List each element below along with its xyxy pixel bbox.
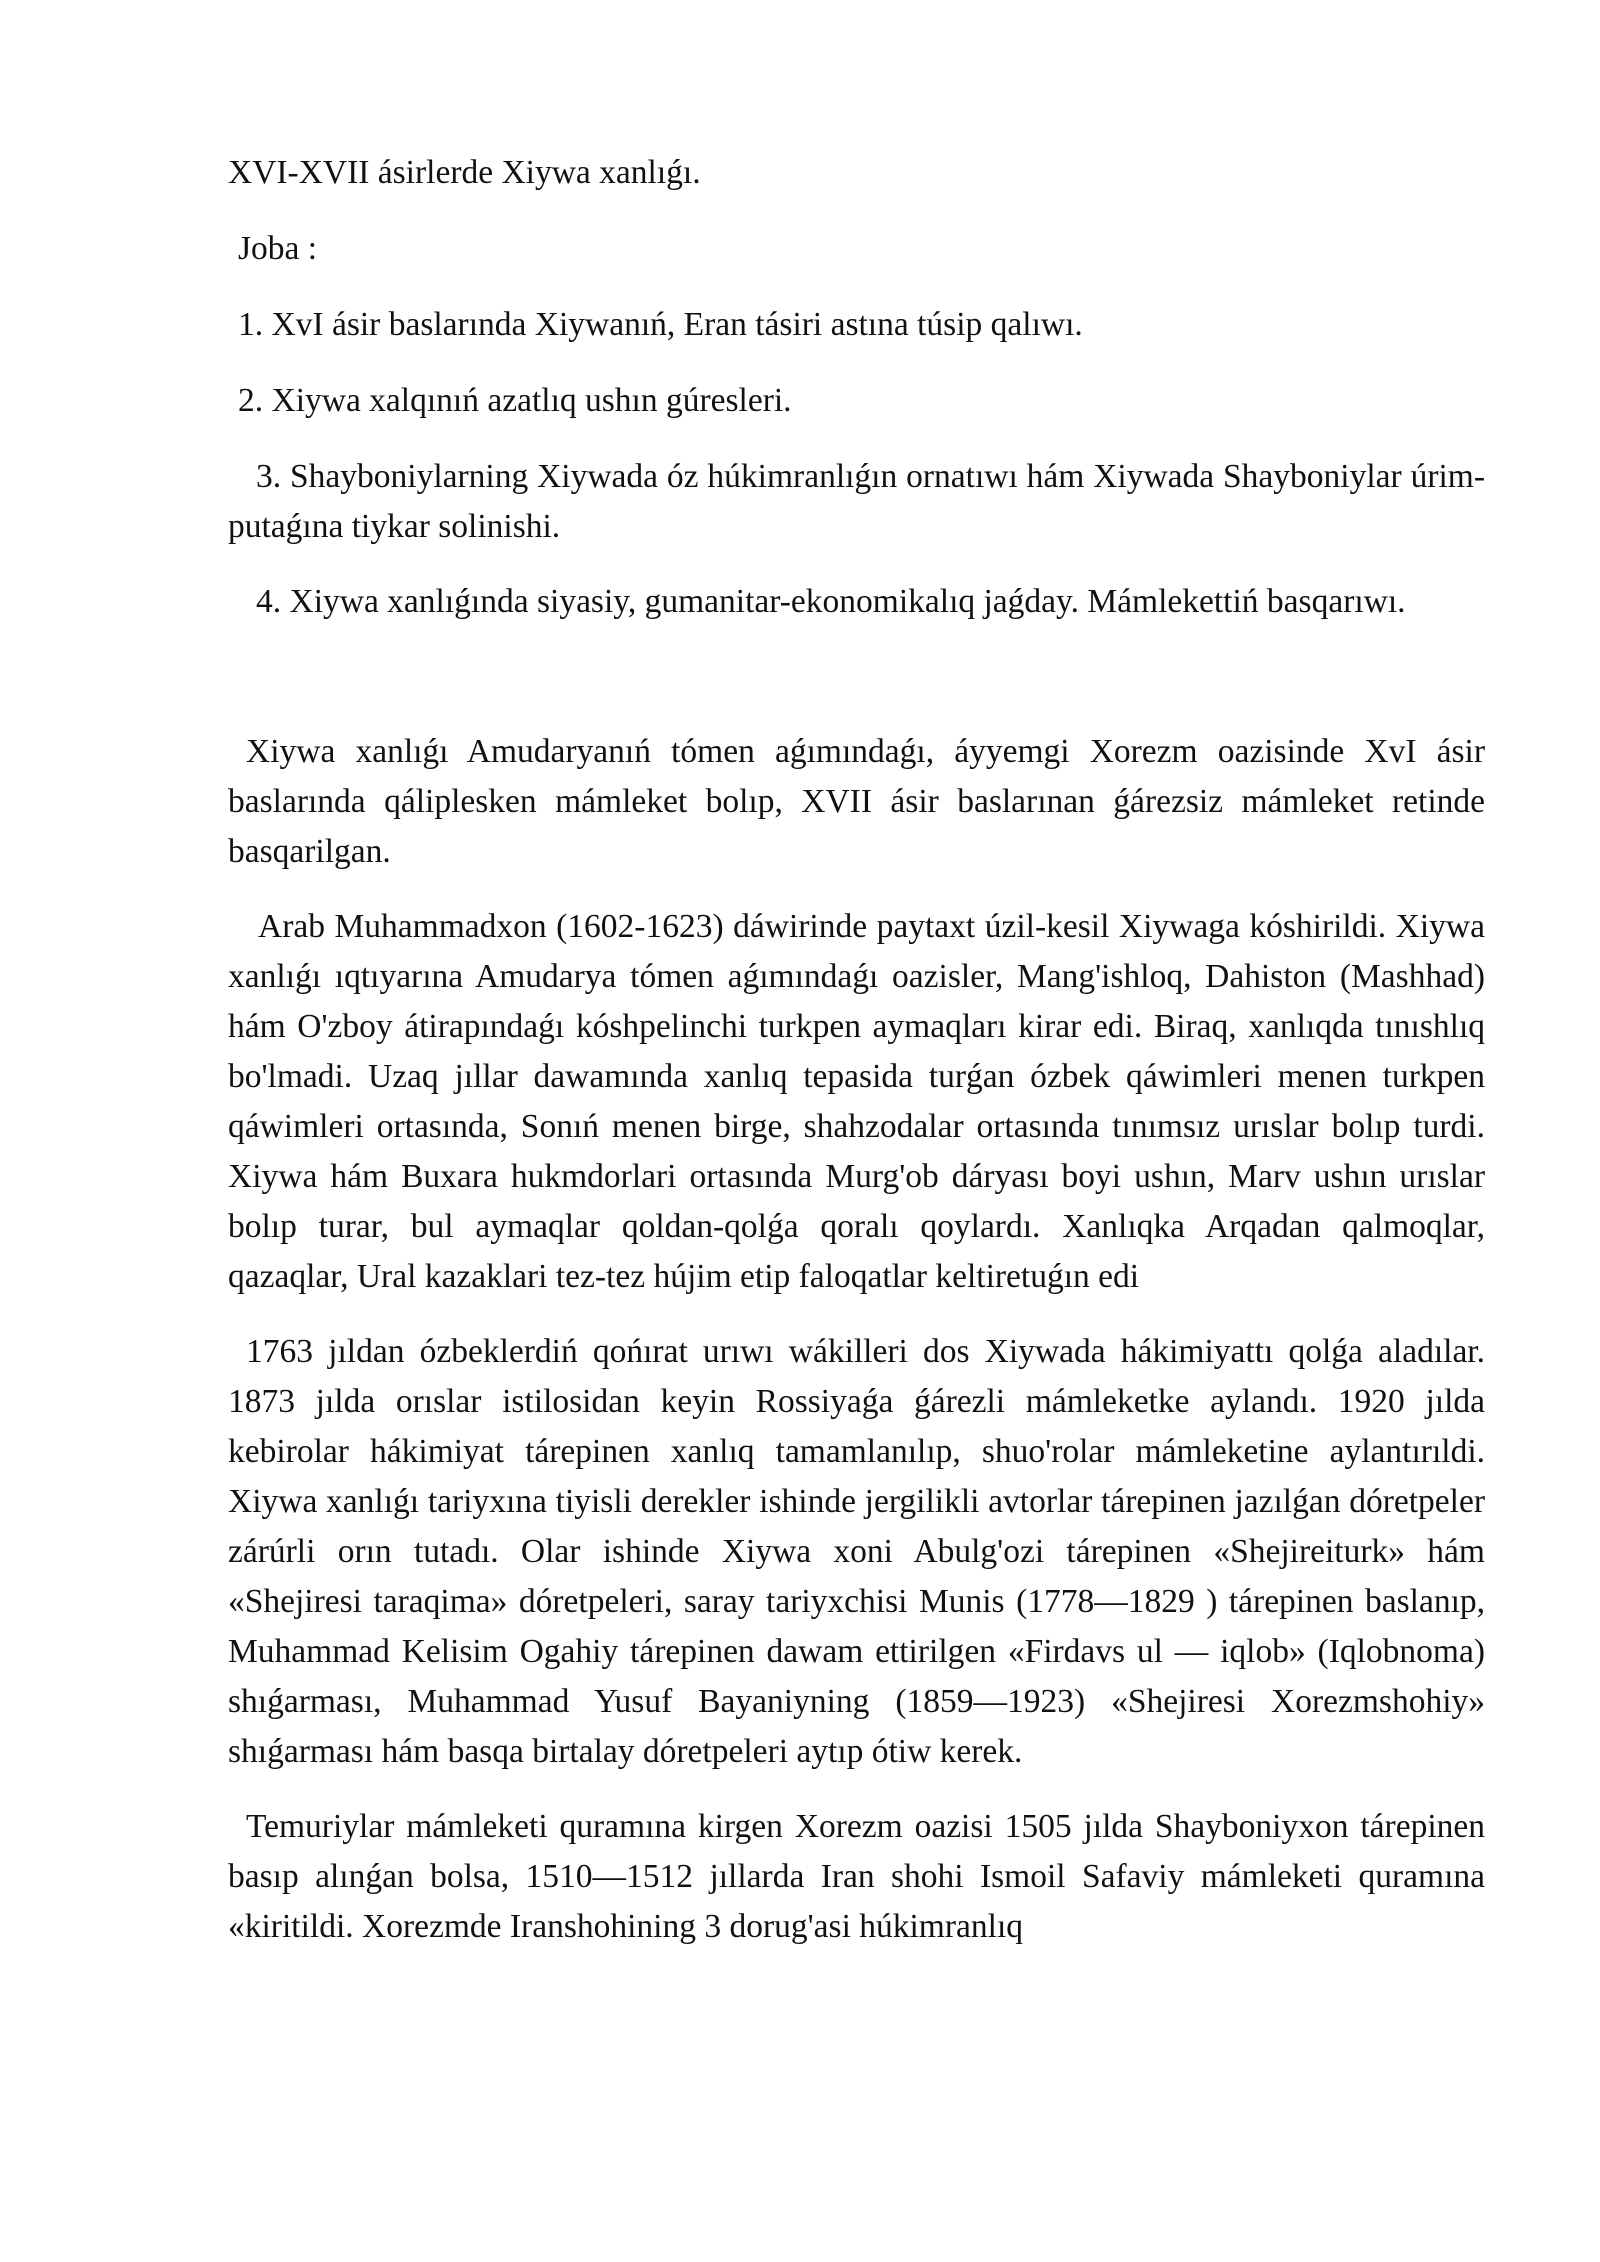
plan-item-1: 1. XvI ásir baslarında Xiywanıń, Eran tásiri astına túsip qalıwı. [238, 306, 1083, 343]
plan-item-3: 3. Shayboniylarning Xiywada óz húkimranlıǵın ornatıwı hám Xiywada Shayboniylar úrim-putaǵına tiykar solinishi. [228, 458, 1485, 545]
body-paragraph-3: 1763 jıldan ózbeklerdiń qońırat urıwı wákilleri dos Xiywada hákimiyattı qolǵa aladılar. 1873 jılda orıslar istilosidan keyin Rossiyaǵa ǵárezli mámleketke aylandı. 1920 jılda kebirolar hákimiyat tárepinen xanlıq tamamlanılıp, shuo'rolar mámleketine aylantırıldi. Xiywa xanlıǵı tariyxına tiyisli derekler ishinde jergilikli avtorlar tárepinen jazılǵan dóretpeler zárúrli orın tutadı. Olar ishinde Xiywa xoni Abulg'ozi tárepinen «Shejireiturk» hám «Shejiresi taraqima» dóretpeleri, saray tariyxchisi Munis (1778—1829 ) tárepinen baslanıp, Muhammad Kelisim Ogahiy tárepinen dawam ettirilgen «Firdavs ul — iqlob» (Iqlobnoma) shıǵarması, Muhammad Yusuf Bayaniyning (1859—1923) «Shejiresi Xorezmshohiy» shıǵarması hám basqa birtalay dóretpeleri aytıp ótiw kerek. [228, 1333, 1485, 1770]
body-paragraph-4: Temuriylar mámleketi quramına kirgen Xorezm oazisi 1505 jılda Shayboniyxon tárepinen basıp alınǵan bolsa, 1510—1512 jıllarda Iran shohi Ismoil Safaviy mámleketi quramına «kiritildi. Xorezmde Iranshohining 3 dorug'asi húkimranlıq [228, 1808, 1485, 1945]
document-title: XVI-XVII ásirlerde Xiywa xanlıǵı. [228, 154, 701, 191]
plan-item-4: 4. Xiywa xanlıǵında siyasiy, gumanitar-ekonomikalıq jaǵday. Mámlekettiń basqarıwı. [256, 583, 1406, 620]
body-paragraph-1: Xiywa xanlıǵı Amudaryanıń tómen aǵımındaǵı, áyyemgi Xorezm oazisinde XvI ásir baslarında qáliplesken mámleket bolıp, XVII ásir baslarınan ǵárezsiz mámleket retinde basqarilgan. [228, 733, 1485, 870]
body-paragraph-2: Arab Muhammadxon (1602-1623) dáwirinde paytaxt úzil-kesil Xiywaga kóshirildi. Xiywa xanlıǵı ıqtıyarına Amudarya tómen aǵımındaǵı oazisler, Mang'ishloq, Dahiston (Mashhad) hám O'zboy átirapındaǵı kóshpelinchi turkpen aymaqları kirar edi. Biraq, xanlıqda tınıshlıq bo'lmadi. Uzaq jıllar dawamında xanlıq tepasida turǵan ózbek qáwimleri menen turkpen qáwimleri ortasında, Sonıń menen birge, shahzodalar ortasında tınımsız urıslar bolıp turdi. Xiywa hám Buxara hukmdorlari ortasında Murg'ob dáryası boyi ushın, Marv ushın urıslar bolıp turar, bul aymaqlar qoldan-qolǵa qoralı qoylardı. Xanlıqka Arqadan qalmoqlar, qazaqlar, Ural kazaklari tez-tez hújim etip faloqatlar keltiretuǵın edi [228, 908, 1485, 1295]
section-gap [228, 652, 1485, 727]
plan-item-2: 2. Xiywa xalqınıń azatlıq ushın gúresleri. [238, 382, 792, 419]
plan-heading: Joba : [238, 230, 318, 267]
